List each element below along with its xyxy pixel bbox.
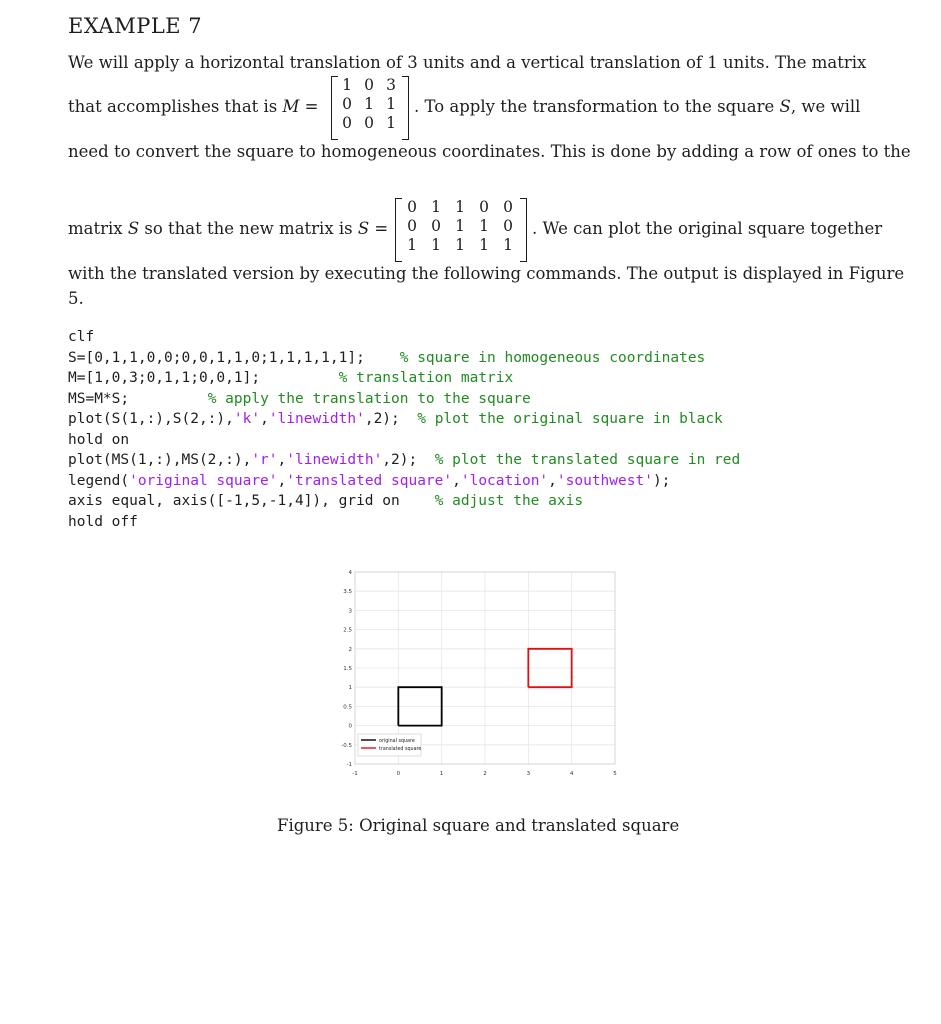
matrix-cell: 1	[455, 198, 465, 216]
y-tick-label: 0.5	[343, 704, 352, 711]
code-line: hold on	[68, 431, 130, 448]
matrix-row	[336, 95, 402, 114]
matrix-cell: 1	[386, 95, 396, 113]
x-tick-label: 2	[483, 771, 487, 777]
x-tick-label: 5	[613, 771, 617, 777]
x-tick-label: 4	[569, 771, 574, 777]
matrix-m	[336, 76, 402, 133]
code-line: plot(MS(1,:),MS(2,:),'r','linewidth',2); % plot the translated square in red	[68, 452, 741, 468]
matrix-cell: 0	[503, 217, 513, 235]
matrix-bracket-right	[520, 198, 527, 262]
code-line: clf	[68, 329, 95, 345]
paragraph-line: 5.	[68, 289, 84, 308]
y-tick-label: 1.5	[343, 666, 352, 672]
code-string: 'linewidth'	[268, 411, 365, 427]
code-line: plot(S(1,:),S(2,:),'k','linewidth',2); % plot the original square in black	[68, 411, 723, 427]
legend-label: translated square	[379, 746, 422, 752]
matrix-cell: 1	[479, 217, 489, 235]
y-tick-label: -1	[346, 762, 352, 768]
math-var: S	[127, 219, 140, 238]
y-tick-label: 4	[348, 570, 352, 576]
text: that accomplishes that is	[68, 97, 278, 116]
math-var: S	[779, 97, 791, 116]
matrix-cell: 1	[342, 76, 352, 94]
figure-chart	[330, 560, 620, 785]
matrix-cell: 0	[364, 114, 374, 132]
paragraph-line: . We can plot the original square together	[532, 219, 883, 238]
matrix-cell: 1	[503, 236, 513, 254]
code-comment: % translation matrix	[338, 370, 514, 386]
matrix-row	[400, 198, 520, 217]
code-line: hold off	[68, 513, 138, 530]
matrix-cell: 0	[431, 217, 441, 235]
code-line: S=[0,1,1,0,0;0,0,1,1,0;1,1,1,1,1]; % square in homogeneous coordinates	[68, 349, 706, 366]
matrix-cell: 0	[342, 95, 352, 113]
figure-caption: Figure 5: Original square and translated square	[277, 816, 680, 835]
code-comment: % adjust the axis	[434, 493, 584, 509]
text: matrix	[68, 219, 123, 238]
paragraph-line: that accomplishes that is M =	[68, 97, 319, 116]
matrix-cell: 0	[503, 198, 513, 216]
paragraph-line: We will apply a horizontal translation of 3 units and a vertical translation of 1 units. The matrix	[68, 53, 867, 72]
matrix-cell: 1	[431, 198, 441, 216]
matrix-row	[336, 114, 402, 133]
x-tick-label: 0	[396, 771, 401, 777]
code-string: 'linewidth'	[286, 452, 383, 468]
matrix-cell: 1	[455, 236, 465, 254]
matrix-row	[400, 217, 520, 236]
matrix-cell: 3	[386, 76, 396, 94]
matrix-cell: 1	[386, 114, 396, 132]
paragraph-line: with the translated version by executing the following commands. The output is displayed in Figure	[68, 264, 905, 283]
code-comment: % plot the translated square in red	[434, 452, 741, 468]
paragraph-line: need to convert the square to homogeneous coordinates. This is done by adding a row of ones to the	[68, 142, 911, 161]
legend-label: original square	[379, 738, 415, 744]
code-string: 'southwest'	[556, 472, 653, 489]
matrix-cell: 1	[407, 236, 417, 254]
math-var: S	[357, 219, 370, 238]
matrix-cell: 0	[342, 114, 352, 132]
paragraph-line: matrix S so that the new matrix is S =	[68, 219, 389, 238]
matrix-row	[336, 76, 402, 95]
matrix-cell: 1	[364, 95, 374, 113]
x-tick-label: 3	[526, 771, 531, 777]
text: so that the new matrix is	[144, 219, 353, 238]
matrix-cell: 1	[431, 236, 441, 254]
y-tick-label: -0.5	[341, 742, 352, 749]
matrix-row	[400, 236, 520, 255]
code-line: MS=M*S; % apply the translation to the square	[68, 390, 531, 407]
matrix-bracket-right	[402, 76, 409, 140]
code-comment: % apply the translation to the square	[207, 390, 531, 407]
code-string: 'k'	[233, 411, 261, 427]
paragraph-line	[414, 97, 860, 116]
legend-box	[358, 734, 421, 756]
y-tick-label: 3.5	[343, 589, 352, 596]
code-line: axis equal, axis([-1,5,-1,4]), grid on % adjust the axis	[68, 493, 584, 509]
section-heading: EXAMPLE 7	[68, 14, 203, 38]
matrix-cell: 0	[479, 198, 489, 216]
code-comment: % plot the original square in black	[417, 411, 723, 427]
code-line: legend('original square','translated square','location','southwest');	[68, 472, 671, 489]
text: , we will	[790, 97, 861, 116]
y-tick-label: 0	[348, 723, 352, 730]
x-tick-label: -1	[352, 771, 358, 777]
code-comment: % square in homogeneous coordinates	[399, 349, 706, 366]
code-block	[68, 327, 740, 532]
matrix-cell: 0	[407, 217, 417, 235]
matrix-cell: 1	[479, 236, 489, 254]
matrix-cell: 1	[455, 217, 465, 235]
code-line: M=[1,0,3;0,1,1;0,0,1]; % translation matrix	[68, 370, 514, 386]
math-var: M	[282, 97, 300, 116]
x-tick-label: 1	[439, 771, 444, 777]
code-string: 'r'	[251, 452, 278, 468]
y-tick-label: 2.5	[343, 627, 352, 634]
code-string: 'translated square'	[286, 472, 453, 489]
y-tick-label: 1	[348, 685, 352, 692]
matrix-cell: 0	[407, 198, 417, 216]
y-tick-label: 2	[348, 646, 352, 653]
y-tick-label: 3	[348, 608, 352, 615]
text: . To apply the transformation to the square	[414, 97, 775, 116]
code-string: 'location'	[460, 472, 549, 489]
code-string: 'original square'	[129, 472, 278, 489]
matrix-cell: 0	[364, 76, 374, 94]
matrix-s	[400, 198, 520, 255]
